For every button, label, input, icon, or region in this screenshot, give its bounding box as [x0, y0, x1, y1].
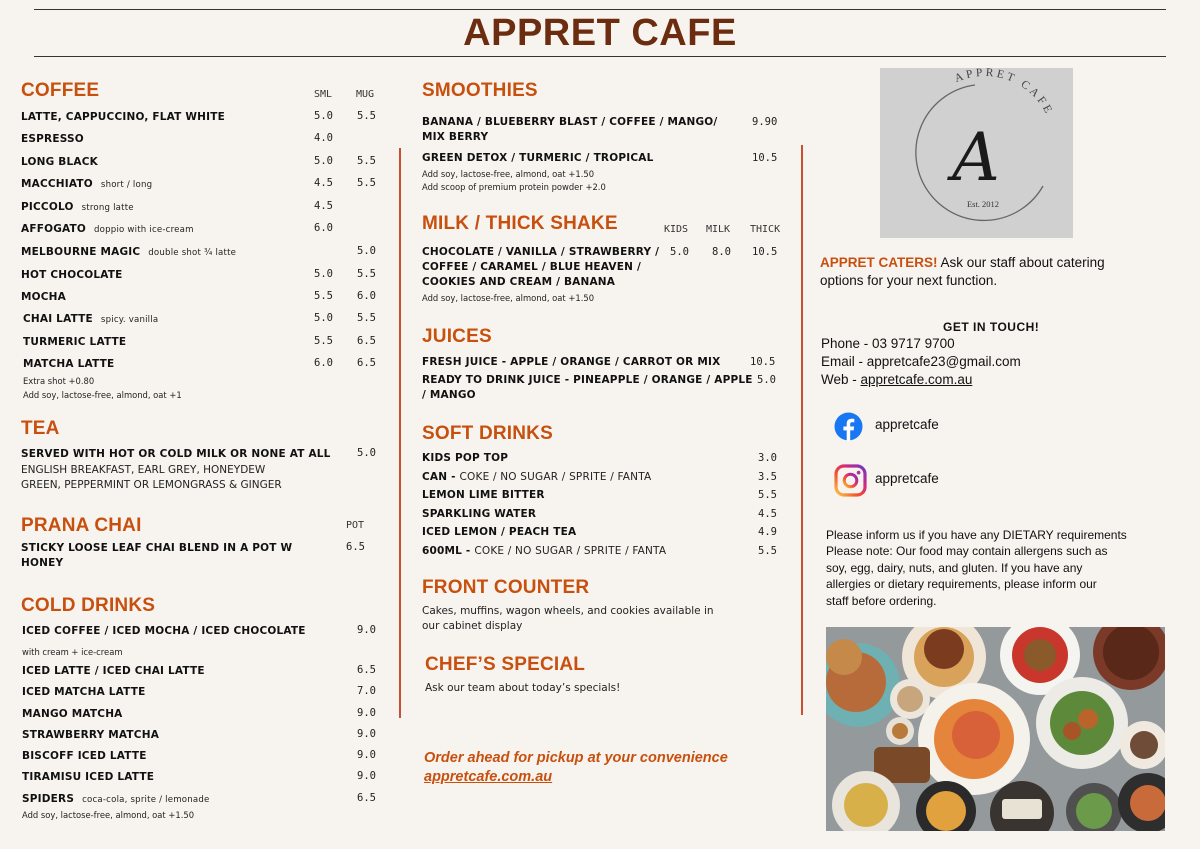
coffee-price-mug: 5.5 — [357, 155, 376, 167]
facebook-icon[interactable] — [834, 412, 863, 441]
instagram-handle[interactable]: appretcafe — [875, 471, 939, 486]
tea-varieties-2: GREEN, PEPPERMINT OR LEMONGRASS & GINGER — [21, 479, 282, 491]
tea-price: 5.0 — [357, 447, 376, 459]
chef-heading: CHEF’S SPECIAL — [425, 654, 586, 675]
smoothie-item-1a: BANANA / BLUEBERRY BLAST / COFFEE / MANGO/ — [422, 116, 718, 128]
cold-item — [22, 750, 147, 762]
soft-item — [422, 545, 666, 557]
coffee-item-desc: short / long — [100, 180, 153, 190]
shake-note: Add soy, lactose-free, almond, oat +1.50 — [422, 293, 595, 303]
coffee-item-name: AFFOGATO — [21, 223, 87, 235]
coffee-item-desc: double shot ¾ latte — [148, 248, 237, 258]
cold-item — [22, 708, 123, 720]
smoothie-price-2: 10.5 — [752, 152, 778, 164]
shake-col-kids: KIDS — [664, 224, 689, 235]
cold-cream-note: with cream + ice-cream — [22, 647, 123, 657]
cold-item-price: 9.0 — [357, 624, 376, 636]
coffee-item-name: MATCHA LATTE — [23, 358, 115, 370]
tea-heading: TEA — [21, 418, 60, 439]
prana-item-line1: STICKY LOOSE LEAF CHAI BLEND IN A POT W — [21, 542, 293, 554]
tea-varieties-1: ENGLISH BREAKFAST, EARL GREY, HONEYDEW — [21, 464, 266, 476]
allergen-line-3: soy, egg, dairy, nuts, and gluten. If you have any — [826, 561, 1083, 575]
cold-item-name: ICED LATTE / ICED CHAI LATTE — [22, 665, 205, 677]
svg-text:APPRET CAFE — [953, 68, 1055, 118]
cold-item-price: 9.0 — [357, 770, 376, 782]
shake-price-thick: 10.5 — [752, 246, 778, 258]
coffee-item — [21, 223, 194, 235]
soft-item — [422, 508, 536, 520]
top-rule — [34, 9, 1166, 10]
coffee-price-mug: 6.5 — [357, 335, 376, 347]
contact-web-link[interactable]: appretcafe.com.au — [860, 372, 973, 387]
soft-item-name: CAN - — [422, 471, 460, 483]
cold-item-name: TIRAMISU ICED LATTE — [22, 771, 155, 783]
cold-item-name: SPIDERS — [22, 793, 75, 805]
smoothie-note-1: Add soy, lactose-free, almond, oat +1.50 — [422, 169, 595, 179]
coffee-item-desc: strong latte — [81, 203, 134, 213]
coffee-price-mug: 5.5 — [357, 110, 376, 122]
juice-price-1: 10.5 — [750, 356, 776, 368]
coffee-item-name: ESPRESSO — [21, 133, 84, 145]
coffee-price-sml: 5.0 — [314, 312, 333, 324]
soft-item-name: 600ML - — [422, 545, 475, 557]
facebook-handle[interactable]: appretcafe — [875, 417, 939, 432]
cold-item-price: 9.0 — [357, 728, 376, 740]
shake-line-3: COOKIES AND CREAM / BANANA — [422, 276, 616, 288]
coffee-price-mug: 5.5 — [357, 177, 376, 189]
soft-item-price: 5.5 — [758, 489, 777, 501]
prana-price: 6.5 — [346, 541, 365, 553]
coffee-price-sml: 5.0 — [314, 110, 333, 122]
soft-item-price: 4.5 — [758, 508, 777, 520]
soft-item-price: 4.9 — [758, 526, 777, 538]
cold-item — [22, 665, 205, 677]
allergen-line-5: staff before ordering. — [826, 594, 937, 608]
soft-item — [422, 471, 651, 483]
logo — [880, 68, 1073, 238]
cold-item-name: STRAWBERRY MATCHA — [22, 729, 160, 741]
coffee-price-mug: 5.0 — [357, 245, 376, 257]
juice-item-1: FRESH JUICE - APPLE / ORANGE / CARROT OR MIX — [422, 356, 721, 368]
coffee-item-desc: doppio with ice-cream — [94, 225, 194, 235]
soft-item-price: 3.0 — [758, 452, 777, 464]
coffee-price-sml: 6.0 — [314, 357, 333, 369]
cold-item-price: 6.5 — [357, 664, 376, 676]
coffee-item — [21, 201, 134, 213]
coffee-item-name: HOT CHOCOLATE — [21, 269, 123, 281]
coffee-item — [23, 313, 158, 325]
soft-item-price: 3.5 — [758, 471, 777, 483]
order-website-text[interactable]: appretcafe.com.au — [424, 769, 553, 785]
allergen-line-2: Please note: Our food may contain allergens such as — [826, 544, 1108, 558]
soft-item — [422, 489, 545, 501]
coffee-price-sml: 5.5 — [314, 290, 333, 302]
coffee-item — [21, 178, 152, 190]
coffee-price-sml: 4.5 — [314, 200, 333, 212]
cold-item-price: 9.0 — [357, 749, 376, 761]
allergen-line-4: allergies or dietary requirements, please inform our — [826, 577, 1097, 591]
coffee-item — [21, 133, 84, 145]
coffee-price-sml: 5.5 — [314, 335, 333, 347]
contact-web — [821, 371, 972, 389]
soft-item-name: SPARKLING WATER — [422, 508, 537, 520]
soft-heading: SOFT DRINKS — [422, 423, 553, 444]
contact-web-label: Web - — [821, 372, 861, 387]
coffee-price-sml: 4.5 — [314, 177, 333, 189]
cold-item-price: 9.0 — [357, 707, 376, 719]
soft-item-name: LEMON LIME BITTER — [422, 489, 545, 501]
shake-col-thick: THICK — [750, 224, 781, 235]
logo-arc-text: APPRET CAFE — [953, 68, 1056, 118]
prana-col-pot: POT — [346, 520, 365, 531]
order-website-link[interactable] — [424, 768, 552, 787]
cold-item — [22, 625, 306, 637]
order-ahead-line: Order ahead for pickup at your convenience — [424, 750, 728, 766]
food-photo — [826, 627, 1165, 831]
soft-item — [422, 452, 508, 464]
cold-item — [22, 771, 154, 783]
soft-item-options: COKE / NO SUGAR / SPRITE / FANTA — [459, 471, 652, 483]
coffee-price-sml: 4.0 — [314, 132, 333, 144]
cold-item-price: 6.5 — [357, 792, 376, 804]
shake-price-kids: 5.0 — [670, 246, 689, 258]
smoothie-item-1b: MIX BERRY — [422, 131, 489, 143]
contact-heading: GET IN TOUCH! — [943, 320, 1040, 334]
page-title: APPRET CAFE — [463, 12, 737, 54]
cold-item-name: ICED MATCHA LATTE — [22, 686, 146, 698]
coffee-price-sml: 5.0 — [314, 155, 333, 167]
title-rule — [34, 56, 1166, 57]
allergen-line-1: Please inform us if you have any DIETARY requirements — [826, 528, 1127, 542]
juice-price-2: 5.0 — [757, 374, 776, 386]
caters-rest: Ask our staff about catering — [937, 255, 1105, 270]
shake-heading: MILK / THICK SHAKE — [422, 213, 618, 234]
coffee-note-milk: Add soy, lactose-free, almond, oat +1 — [23, 390, 182, 400]
soft-item-name: ICED LEMON / PEACH TEA — [422, 526, 577, 538]
cold-note: Add soy, lactose-free, almond, oat +1.50 — [22, 810, 195, 820]
coffee-heading: COFFEE — [21, 80, 100, 101]
prana-item-line2: HONEY — [21, 557, 64, 569]
coffee-item-name: PICCOLO — [21, 201, 74, 213]
prana-heading: PRANA CHAI — [21, 515, 142, 536]
juice-item-2b: / MANGO — [422, 389, 476, 401]
caters-bold: APPRET CATERS! — [820, 255, 938, 270]
front-desc-2: our cabinet display — [422, 620, 523, 632]
cold-item-desc: coca-cola, sprite / lemonade — [82, 795, 210, 805]
coffee-item — [21, 111, 225, 123]
coffee-item — [21, 291, 66, 303]
coffee-item-name: TURMERIC LATTE — [23, 336, 127, 348]
contact-email: Email - appretcafe23@gmail.com — [821, 354, 1021, 369]
front-heading: FRONT COUNTER — [422, 577, 590, 598]
coffee-item-name: MOCHA — [21, 291, 66, 303]
left-divider — [399, 148, 401, 718]
coffee-price-mug: 6.5 — [357, 357, 376, 369]
shake-price-milk: 8.0 — [712, 246, 731, 258]
coffee-price-sml: 5.0 — [314, 268, 333, 280]
cold-item — [22, 793, 210, 805]
smoothies-heading: SMOOTHIES — [422, 80, 538, 101]
cold-item — [22, 686, 146, 698]
coffee-col-sml: SML — [314, 89, 333, 100]
coffee-price-sml: 6.0 — [314, 222, 333, 234]
tea-item: SERVED WITH HOT OR COLD MILK OR NONE AT ALL — [21, 448, 331, 460]
cold-item-price: 7.0 — [357, 685, 376, 697]
front-desc-1: Cakes, muffins, wagon wheels, and cookies available in — [422, 605, 714, 617]
logo-letter: A — [952, 119, 1000, 196]
coffee-price-mug: 6.0 — [357, 290, 376, 302]
smoothie-note-2: Add scoop of premium protein powder +2.0 — [422, 182, 606, 192]
soft-item-price: 5.5 — [758, 545, 777, 557]
shake-col-milk: MILK — [706, 224, 731, 235]
coffee-item — [21, 269, 123, 281]
caters-line-2: options for your next function. — [820, 273, 998, 288]
coffee-price-mug: 5.5 — [357, 268, 376, 280]
coffee-col-mug: MUG — [356, 89, 375, 100]
soft-item-options: COKE / NO SUGAR / SPRITE / FANTA — [474, 545, 667, 557]
cold-item-name: ICED COFFEE / ICED MOCHA / ICED CHOCOLATE — [22, 625, 306, 637]
coffee-item-desc: spicy. vanilla — [100, 315, 159, 325]
coffee-item-name: CHAI LATTE — [23, 313, 93, 325]
coffee-price-mug: 5.5 — [357, 312, 376, 324]
contact-phone: Phone - 03 9717 9700 — [821, 336, 955, 351]
coffee-note-extra-shot: Extra shot +0.80 — [23, 376, 95, 386]
coffee-item-name: LATTE, CAPPUCCINO, FLAT WHITE — [21, 111, 225, 123]
coffee-item-name: LONG BLACK — [21, 156, 98, 168]
cold-item — [22, 729, 159, 741]
soft-item-name: KIDS POP TOP — [422, 452, 509, 464]
coffee-item — [21, 246, 236, 258]
chef-desc: Ask our team about today’s specials! — [425, 682, 621, 694]
coffee-item-name: MACCHIATO — [21, 178, 93, 190]
cold-heading: COLD DRINKS — [21, 595, 156, 616]
cold-item-name: MANGO MATCHA — [22, 708, 123, 720]
juices-heading: JUICES — [422, 326, 492, 347]
soft-item — [422, 526, 576, 538]
coffee-item — [21, 156, 98, 168]
smoothie-price-1: 9.90 — [752, 116, 778, 128]
cold-item-name: BISCOFF ICED LATTE — [22, 750, 147, 762]
coffee-item-name: MELBOURNE MAGIC — [21, 246, 141, 258]
instagram-icon[interactable] — [834, 464, 867, 497]
caters-line-1 — [820, 254, 1105, 272]
right-divider — [801, 145, 803, 715]
shake-line-2: COFFEE / CARAMEL / BLUE HEAVEN / — [422, 261, 641, 273]
juice-item-2a: READY TO DRINK JUICE - PINEAPPLE / ORANGE / APPLE — [422, 374, 753, 386]
coffee-item — [23, 336, 126, 348]
logo-est: Est. 2012 — [966, 199, 1000, 209]
shake-line-1: CHOCOLATE / VANILLA / STRAWBERRY / — [422, 246, 660, 258]
coffee-item — [23, 358, 114, 370]
smoothie-item-2: GREEN DETOX / TURMERIC / TROPICAL — [422, 152, 654, 164]
